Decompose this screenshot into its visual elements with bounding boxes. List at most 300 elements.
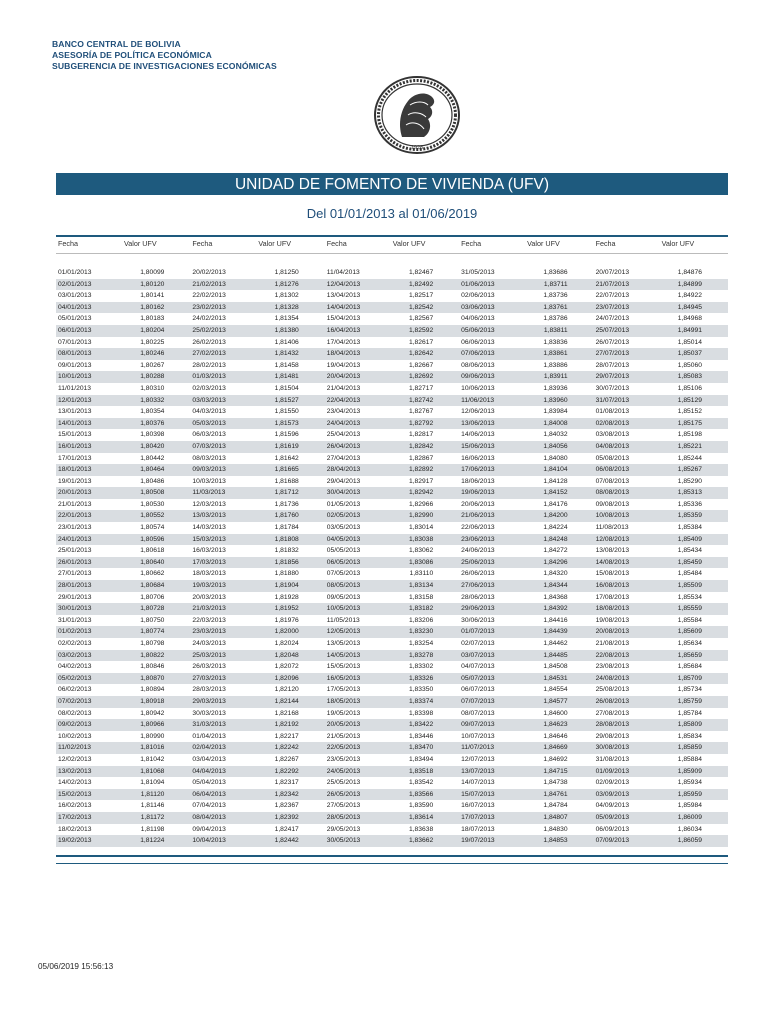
date-cell: 06/01/2013	[58, 326, 92, 334]
ufv-value-cell: 1,83230	[408, 628, 434, 636]
date-cell: 19/06/2013	[461, 489, 495, 497]
table-row	[56, 337, 728, 349]
ufv-value-cell: 1,84876	[677, 269, 702, 276]
table-row	[56, 742, 728, 754]
table-row	[56, 592, 728, 604]
ufv-value-cell: 1,85244	[677, 454, 702, 462]
date-cell: 17/06/2013	[461, 466, 495, 474]
date-cell: 19/04/2013	[326, 361, 361, 369]
date-cell: 03/02/2013	[58, 651, 92, 659]
date-cell: 12/04/2013	[326, 280, 361, 288]
date-cell: 07/09/2013	[595, 837, 630, 845]
date-cell: 04/06/2013	[461, 315, 495, 323]
date-cell: 09/07/2013	[461, 721, 495, 729]
ufv-value-cell: 1,85221	[677, 442, 702, 450]
date-cell: 10/02/2013	[58, 732, 92, 740]
date-cell: 28/03/2013	[192, 686, 226, 694]
date-cell: 01/05/2013	[326, 500, 361, 508]
date-cell: 05/02/2013	[58, 674, 92, 682]
ufv-value-cell: 1,83470	[408, 744, 434, 752]
ufv-value-cell: 1,84368	[543, 593, 568, 601]
date-cell: 04/09/2013	[595, 802, 630, 810]
table-row	[56, 603, 728, 615]
ufv-value-cell: 1,81856	[274, 558, 299, 566]
date-cell: 25/02/2013	[192, 326, 226, 334]
ufv-value-cell: 1,84853	[543, 837, 568, 845]
date-cell: 07/04/2013	[192, 802, 226, 810]
table-row	[56, 395, 728, 407]
ufv-value-cell: 1,84032	[543, 431, 568, 439]
date-cell: 31/01/2013	[58, 616, 92, 624]
date-cell: 02/03/2013	[192, 384, 226, 392]
ufv-value-cell: 1,83542	[408, 779, 434, 787]
ufv-value-cell: 1,83158	[408, 593, 434, 601]
date-cell: 07/06/2013	[461, 350, 495, 358]
ufv-table	[56, 238, 728, 847]
ufv-value-cell: 1,85037	[677, 350, 702, 358]
date-cell: 30/07/2013	[595, 384, 630, 392]
table-row	[56, 615, 728, 627]
ufv-value-cell: 1,83518	[408, 767, 434, 775]
ufv-value-cell: 1,80508	[140, 489, 165, 497]
date-cell: 10/06/2013	[461, 384, 495, 392]
date-cell: 21/05/2013	[326, 732, 361, 740]
ufv-value-cell: 1,83134	[408, 582, 434, 590]
date-cell: 13/08/2013	[595, 547, 630, 555]
ufv-value-cell: 1,83062	[408, 547, 434, 555]
date-cell: 28/07/2013	[595, 361, 630, 369]
ufv-value-cell: 1,82542	[408, 303, 434, 311]
ufv-value-cell: 1,81832	[274, 547, 299, 555]
date-cell: 20/04/2013	[326, 373, 361, 381]
ufv-value-cell: 1,83422	[408, 721, 434, 729]
date-cell: 11/01/2013	[58, 384, 91, 392]
ufv-value-cell: 1,83206	[408, 616, 434, 624]
date-cell: 11/03/2013	[192, 489, 226, 497]
ufv-value-cell: 1,80204	[140, 326, 165, 334]
date-cell: 24/02/2013	[192, 315, 226, 323]
ufv-value-cell: 1,84738	[543, 779, 568, 787]
ufv-value-cell: 1,85834	[677, 732, 702, 740]
date-cell: 24/03/2013	[192, 640, 226, 647]
ufv-value-cell: 1,82242	[274, 744, 299, 752]
ufv-value-cell: 1,81354	[274, 315, 299, 323]
ufv-value-cell: 1,85359	[677, 512, 702, 520]
ufv-value-cell: 1,81642	[274, 454, 299, 462]
table-row	[56, 661, 728, 673]
date-cell: 24/06/2013	[461, 547, 495, 555]
ufv-value-cell: 1,80225	[140, 338, 165, 346]
ufv-value-cell: 1,85313	[677, 489, 702, 497]
table-row	[56, 453, 728, 465]
ufv-value-cell: 1,80332	[140, 396, 165, 404]
date-cell: 08/05/2013	[326, 582, 361, 590]
ufv-value-cell: 1,81760	[274, 512, 299, 520]
date-cell: 30/08/2013	[595, 744, 630, 752]
date-cell: 07/08/2013	[595, 477, 630, 485]
date-cell: 24/07/2013	[595, 315, 630, 323]
table-row	[56, 812, 728, 824]
ufv-value-cell: 1,83086	[408, 558, 434, 566]
ufv-value-cell: 1,82917	[408, 477, 434, 485]
date-cell: 06/06/2013	[461, 338, 495, 346]
date-cell: 24/08/2013	[595, 674, 630, 682]
ufv-value-cell: 1,82642	[408, 350, 434, 358]
date-cell: 15/06/2013	[461, 442, 495, 450]
date-cell: 12/07/2013	[461, 755, 495, 763]
ufv-value-cell: 1,81928	[274, 593, 299, 601]
date-cell: 27/05/2013	[326, 802, 361, 810]
date-cell: 09/03/2013	[192, 466, 226, 474]
date-range-subtitle: Del 01/01/2013 al 01/06/2019	[306, 206, 478, 221]
ufv-value-cell: 1,80530	[140, 500, 165, 508]
ufv-value-cell: 1,83811	[543, 326, 568, 334]
table-row	[56, 371, 728, 383]
date-cell: 06/07/2013	[461, 686, 495, 694]
date-cell: 25/03/2013	[192, 651, 226, 659]
date-cell: 15/02/2013	[58, 790, 92, 798]
ufv-value-cell: 1,83254	[408, 640, 434, 647]
ufv-value-cell: 1,84899	[677, 280, 702, 288]
date-cell: 13/06/2013	[461, 419, 495, 427]
table-row	[56, 684, 728, 696]
date-cell: 22/02/2013	[192, 292, 226, 300]
ufv-value-cell: 1,84807	[543, 813, 568, 821]
ufv-value-cell: 1,85459	[677, 558, 702, 566]
date-cell: 20/08/2013	[595, 628, 630, 636]
date-cell: 03/07/2013	[461, 651, 495, 659]
date-cell: 23/06/2013	[461, 535, 495, 543]
column-header-value: Valor UFV	[392, 239, 426, 248]
ufv-value-cell: 1,85129	[677, 396, 702, 404]
ufv-value-cell: 1,80728	[140, 605, 165, 613]
table-row	[56, 429, 728, 441]
date-cell: 08/07/2013	[461, 709, 495, 717]
date-cell: 21/07/2013	[595, 280, 630, 288]
ufv-value-cell: 1,84715	[543, 767, 568, 775]
ufv-value-cell: 1,80918	[140, 697, 165, 705]
ufv-value-cell: 1,80120	[140, 280, 165, 288]
date-cell: 09/08/2013	[595, 500, 630, 508]
bottom-divider	[56, 855, 728, 857]
ufv-value-cell: 1,85809	[677, 721, 702, 729]
table-row	[56, 650, 728, 662]
ufv-value-cell: 1,85934	[677, 779, 702, 787]
date-cell: 07/05/2013	[326, 570, 361, 578]
ufv-value-cell: 1,80662	[140, 570, 165, 578]
date-cell: 25/04/2013	[326, 431, 361, 439]
ufv-value-cell: 1,83786	[543, 315, 568, 323]
table-row	[56, 522, 728, 534]
ufv-value-cell: 1,85984	[677, 802, 702, 810]
date-cell: 20/01/2013	[58, 489, 92, 497]
date-cell: 17/02/2013	[58, 813, 92, 821]
ufv-value-cell: 1,84508	[543, 663, 568, 671]
table-row	[56, 731, 728, 743]
date-cell: 21/01/2013	[58, 500, 92, 508]
date-cell: 06/08/2013	[595, 466, 630, 474]
ufv-value-cell: 1,83302	[408, 663, 434, 671]
seal-year: 1928	[411, 145, 423, 151]
date-cell: 07/07/2013	[461, 697, 495, 705]
column-header-date: Fecha	[192, 239, 213, 248]
ufv-value-cell: 1,80798	[140, 640, 165, 647]
table-row	[56, 313, 728, 325]
column-header-value: Valor UFV	[661, 239, 695, 248]
date-cell: 29/08/2013	[595, 732, 630, 740]
date-cell: 13/04/2013	[326, 292, 361, 300]
date-cell: 21/02/2013	[192, 280, 226, 288]
ufv-value-cell: 1,81550	[274, 408, 299, 416]
date-cell: 28/04/2013	[326, 466, 361, 474]
date-cell: 05/09/2013	[595, 813, 630, 821]
column-header-date: Fecha	[58, 239, 78, 248]
date-cell: 09/06/2013	[461, 373, 495, 381]
date-cell: 22/05/2013	[326, 744, 361, 752]
date-cell: 31/03/2013	[192, 721, 226, 729]
ufv-value-cell: 1,81120	[140, 790, 165, 798]
date-cell: 19/08/2013	[595, 616, 630, 624]
ufv-value-cell: 1,80141	[140, 292, 165, 300]
date-cell: 16/08/2013	[595, 582, 630, 590]
ufv-value-cell: 1,81712	[274, 489, 299, 497]
date-cell: 15/04/2013	[326, 315, 361, 323]
table-row	[56, 360, 728, 372]
ufv-value-cell: 1,80442	[140, 454, 165, 462]
date-cell: 26/01/2013	[58, 558, 92, 566]
ufv-value-cell: 1,80552	[140, 512, 165, 520]
table-row	[56, 626, 728, 638]
date-cell: 27/07/2013	[595, 350, 630, 358]
date-cell: 22/06/2013	[461, 524, 495, 532]
ufv-value-cell: 1,81808	[274, 535, 299, 543]
ufv-value-cell: 1,83446	[408, 732, 434, 740]
date-cell: 26/04/2013	[326, 442, 361, 450]
date-cell: 17/03/2013	[192, 558, 226, 566]
date-cell: 18/08/2013	[595, 605, 630, 613]
ufv-value-cell: 1,82817	[408, 431, 434, 439]
date-cell: 16/03/2013	[192, 547, 226, 555]
ufv-value-cell: 1,80596	[140, 535, 165, 543]
document-title: UNIDAD DE FOMENTO DE VIVIENDA (UFV)	[234, 176, 550, 193]
ufv-value-cell: 1,80099	[140, 269, 165, 276]
ufv-value-cell: 1,83662	[408, 837, 434, 845]
date-cell: 15/03/2013	[192, 535, 226, 543]
ufv-value-cell: 1,85759	[677, 697, 702, 705]
table-row	[56, 789, 728, 801]
date-cell: 23/01/2013	[58, 524, 92, 532]
ufv-value-cell: 1,84080	[543, 454, 568, 462]
table-row	[56, 290, 728, 302]
date-cell: 26/06/2013	[461, 570, 495, 578]
date-cell: 26/03/2013	[192, 663, 226, 671]
table-row	[56, 534, 728, 546]
ufv-value-cell: 1,80420	[140, 442, 165, 450]
ufv-value-cell: 1,81504	[274, 384, 299, 392]
ufv-value-cell: 1,85784	[677, 709, 702, 717]
date-cell: 21/06/2013	[461, 512, 495, 520]
ufv-value-cell: 1,85884	[677, 755, 702, 763]
date-cell: 23/04/2013	[326, 408, 361, 416]
ufv-value-cell: 1,80310	[140, 384, 165, 392]
ufv-value-cell: 1,80464	[140, 466, 165, 474]
table-row	[56, 348, 728, 360]
date-cell: 28/06/2013	[461, 593, 495, 601]
date-cell: 06/03/2013	[192, 431, 226, 439]
date-cell: 01/04/2013	[192, 732, 226, 740]
ufv-value-cell: 1,80162	[140, 303, 165, 311]
column-header-value: Valor UFV	[258, 239, 292, 248]
date-cell: 20/03/2013	[192, 593, 226, 601]
date-cell: 08/03/2013	[192, 454, 226, 462]
date-cell: 05/01/2013	[58, 315, 92, 323]
ufv-value-cell: 1,82892	[408, 466, 434, 474]
date-cell: 04/02/2013	[58, 663, 92, 671]
date-cell: 23/08/2013	[595, 663, 630, 671]
central-bank-seal-icon	[372, 75, 462, 155]
table-row	[56, 835, 728, 847]
table-row	[56, 708, 728, 720]
date-cell: 04/07/2013	[461, 663, 495, 671]
date-cell: 11/07/2013	[461, 744, 495, 752]
date-cell: 04/01/2013	[58, 303, 92, 311]
ufv-value-cell: 1,82096	[274, 674, 299, 682]
date-cell: 09/04/2013	[192, 825, 226, 833]
column-header-date: Fecha	[595, 239, 616, 248]
date-cell: 05/06/2013	[461, 326, 495, 334]
date-cell: 30/05/2013	[326, 837, 361, 845]
ufv-value-cell: 1,82467	[408, 269, 434, 276]
date-cell: 03/06/2013	[461, 303, 495, 311]
date-cell: 18/05/2013	[326, 697, 361, 705]
date-cell: 17/04/2013	[326, 338, 361, 346]
date-cell: 28/05/2013	[326, 813, 361, 821]
ufv-value-cell: 1,80706	[140, 593, 165, 601]
date-cell: 27/04/2013	[326, 454, 361, 462]
date-cell: 12/03/2013	[192, 500, 226, 508]
date-cell: 10/07/2013	[461, 732, 495, 740]
date-cell: 01/06/2013	[461, 280, 495, 288]
date-cell: 20/05/2013	[326, 721, 361, 729]
date-cell: 22/03/2013	[192, 616, 226, 624]
date-cell: 30/03/2013	[192, 709, 226, 717]
date-cell: 05/07/2013	[461, 674, 495, 682]
ufv-value-cell: 1,84462	[543, 640, 568, 647]
table-row	[56, 510, 728, 522]
date-cell: 25/01/2013	[58, 547, 92, 555]
ufv-value-cell: 1,81784	[274, 524, 299, 532]
ufv-value-cell: 1,80870	[140, 674, 165, 682]
ufv-value-cell: 1,80846	[140, 663, 165, 671]
ufv-value-cell: 1,82867	[408, 454, 434, 462]
date-cell: 25/07/2013	[595, 326, 630, 334]
table-row	[56, 406, 728, 418]
ufv-value-cell: 1,84200	[543, 512, 568, 520]
date-cell: 09/01/2013	[58, 361, 92, 369]
ufv-value-cell: 1,83736	[543, 292, 568, 300]
ufv-value-cell: 1,85559	[677, 605, 702, 613]
date-cell: 16/04/2013	[326, 326, 361, 334]
ufv-value-cell: 1,82392	[274, 813, 299, 821]
ufv-value-cell: 1,83398	[408, 709, 434, 717]
ufv-value-cell: 1,80822	[140, 651, 165, 659]
date-cell: 10/01/2013	[58, 373, 92, 381]
ufv-value-cell: 1,84991	[677, 326, 702, 334]
ufv-value-cell: 1,81380	[274, 326, 299, 334]
ufv-value-cell: 1,82492	[408, 280, 434, 288]
ufv-value-cell: 1,83590	[408, 802, 434, 810]
ufv-value-cell: 1,83960	[543, 396, 568, 404]
date-cell: 27/01/2013	[58, 570, 92, 578]
ufv-value-cell: 1,85384	[677, 524, 702, 532]
ufv-value-cell: 1,83638	[408, 825, 434, 833]
date-cell: 19/07/2013	[461, 837, 495, 845]
ufv-value-cell: 1,81094	[140, 779, 165, 787]
date-cell: 02/07/2013	[461, 640, 495, 647]
ufv-value-cell: 1,82592	[408, 326, 434, 334]
date-cell: 31/08/2013	[595, 755, 630, 763]
date-cell: 12/06/2013	[461, 408, 495, 416]
date-cell: 18/06/2013	[461, 477, 495, 485]
ufv-value-cell: 1,82367	[274, 802, 299, 810]
ufv-value-cell: 1,84784	[543, 802, 568, 810]
ufv-value-cell: 1,81302	[274, 292, 299, 300]
ufv-value-cell: 1,80398	[140, 431, 165, 439]
ufv-value-cell: 1,82144	[274, 697, 299, 705]
date-cell: 01/07/2013	[461, 628, 495, 636]
ufv-value-cell: 1,84692	[543, 755, 568, 763]
ufv-value-cell: 1,80640	[140, 558, 165, 566]
ufv-value-cell: 1,82317	[274, 779, 299, 787]
date-cell: 11/05/2013	[326, 616, 360, 624]
date-cell: 10/03/2013	[192, 477, 226, 485]
ufv-value-cell: 1,83836	[543, 338, 568, 346]
ufv-value-cell: 1,81481	[274, 373, 299, 381]
date-cell: 16/01/2013	[58, 442, 92, 450]
date-cell: 29/07/2013	[595, 373, 630, 381]
date-cell: 26/05/2013	[326, 790, 361, 798]
ufv-value-cell: 1,85484	[677, 570, 702, 578]
ufv-value-cell: 1,85267	[677, 466, 702, 474]
date-cell: 04/03/2013	[192, 408, 226, 416]
date-cell: 17/08/2013	[595, 593, 630, 601]
date-cell: 14/08/2013	[595, 558, 630, 566]
ufv-value-cell: 1,86059	[677, 837, 702, 845]
ufv-value-cell: 1,81172	[140, 813, 165, 821]
date-cell: 17/01/2013	[58, 454, 92, 462]
ufv-value-cell: 1,84945	[677, 303, 702, 311]
date-cell: 05/05/2013	[326, 547, 361, 555]
ufv-value-cell: 1,81688	[274, 477, 299, 485]
ufv-value-cell: 1,85060	[677, 361, 702, 369]
ufv-value-cell: 1,85709	[677, 674, 702, 682]
date-cell: 13/02/2013	[58, 767, 92, 775]
department-name: ASESORÍA DE POLÍTICA ECONÓMICA	[52, 50, 212, 60]
date-cell: 24/01/2013	[58, 535, 92, 543]
date-cell: 27/06/2013	[461, 582, 495, 590]
date-cell: 13/01/2013	[58, 408, 92, 416]
ufv-value-cell: 1,83014	[408, 524, 434, 532]
date-cell: 08/01/2013	[58, 350, 92, 358]
date-cell: 02/06/2013	[461, 292, 495, 300]
table-row	[56, 580, 728, 592]
date-cell: 06/09/2013	[595, 825, 630, 833]
ufv-value-cell: 1,85909	[677, 767, 702, 775]
date-cell: 11/08/2013	[595, 524, 629, 532]
date-cell: 06/04/2013	[192, 790, 226, 798]
table-row	[56, 464, 728, 476]
ufv-value-cell: 1,83761	[543, 303, 568, 311]
